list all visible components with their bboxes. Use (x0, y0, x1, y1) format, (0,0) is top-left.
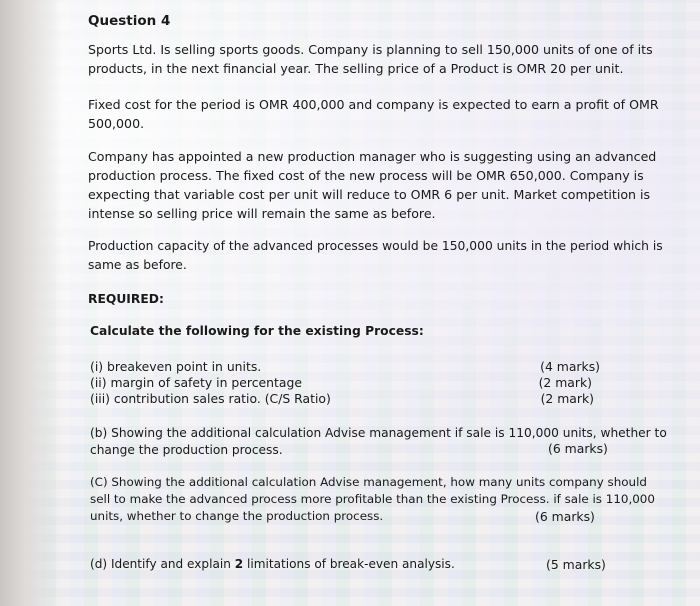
part-iii-marks: (2 mark) (540, 391, 594, 406)
part-d-text (90, 555, 455, 574)
part-b-line2: change the production process. (90, 443, 283, 457)
required-label: REQUIRED: (88, 292, 164, 306)
para1-line2: products, in the next financial year. The selling price of a Product is OMR 20 per unit. (88, 61, 624, 76)
para3-line4: intense so selling price will remain the same as before. (88, 206, 436, 221)
part-d-prefix: (d) Identify and explain (90, 557, 235, 571)
part-ii-text: (ii) margin of safety in percentage (90, 375, 302, 390)
part-i-marks: (4 marks) (540, 359, 600, 374)
part-c-marks: (6 marks) (535, 509, 595, 524)
calc-heading: Calculate the following for the existing Process: (90, 324, 424, 338)
part-d-bold: 2 (234, 557, 244, 571)
para4-line2: same as before. (88, 258, 187, 272)
part-i-text: (i) breakeven point in units. (90, 359, 262, 374)
part-iii-text: (iii) contribution sales ratio. (C/S Ratio) (90, 391, 331, 406)
para3-line1: Company has appointed a new production manager who is suggesting using an advanced (88, 149, 657, 164)
para2-line1: Fixed cost for the period is OMR 400,000 and company is expected to earn a profit of OMR (88, 97, 659, 112)
part-c-line3: units, whether to change the production process. (90, 509, 384, 523)
part-ii (90, 374, 600, 391)
part-ii-marks: (2 mark) (538, 375, 592, 390)
part-c-line2: sell to make the advanced process more profitable than the existing Process. if sale is 110,000 (90, 492, 655, 506)
part-iii (90, 390, 600, 407)
para4-line1: Production capacity of the advanced processes would be 150,000 units in the period which is (88, 239, 663, 253)
question-heading: Question 4 (88, 13, 171, 29)
para2-line2: 500,000. (88, 116, 145, 131)
part-c-line1: (C) Showing the additional calculation Advise management, how many units company should (90, 475, 647, 489)
part-d-suffix: limitations of break-even analysis. (243, 557, 455, 571)
part-i (90, 358, 600, 375)
para1-line1: Sports Ltd. Is selling sports goods. Company is planning to sell 150,000 units of one of its (88, 42, 653, 57)
para3-line3: expecting that variable cost per unit will reduce to OMR 6 per unit. Market competition is (88, 187, 651, 202)
part-b-line1: (b) Showing the additional calculation Advise management if sale is 110,000 units, whether to (90, 426, 667, 440)
part-d-marks: (5 marks) (546, 557, 606, 572)
part-b-marks: (6 marks) (548, 441, 608, 456)
para3-line2: production process. The fixed cost of the new process will be OMR 650,000. Company is (88, 168, 644, 183)
